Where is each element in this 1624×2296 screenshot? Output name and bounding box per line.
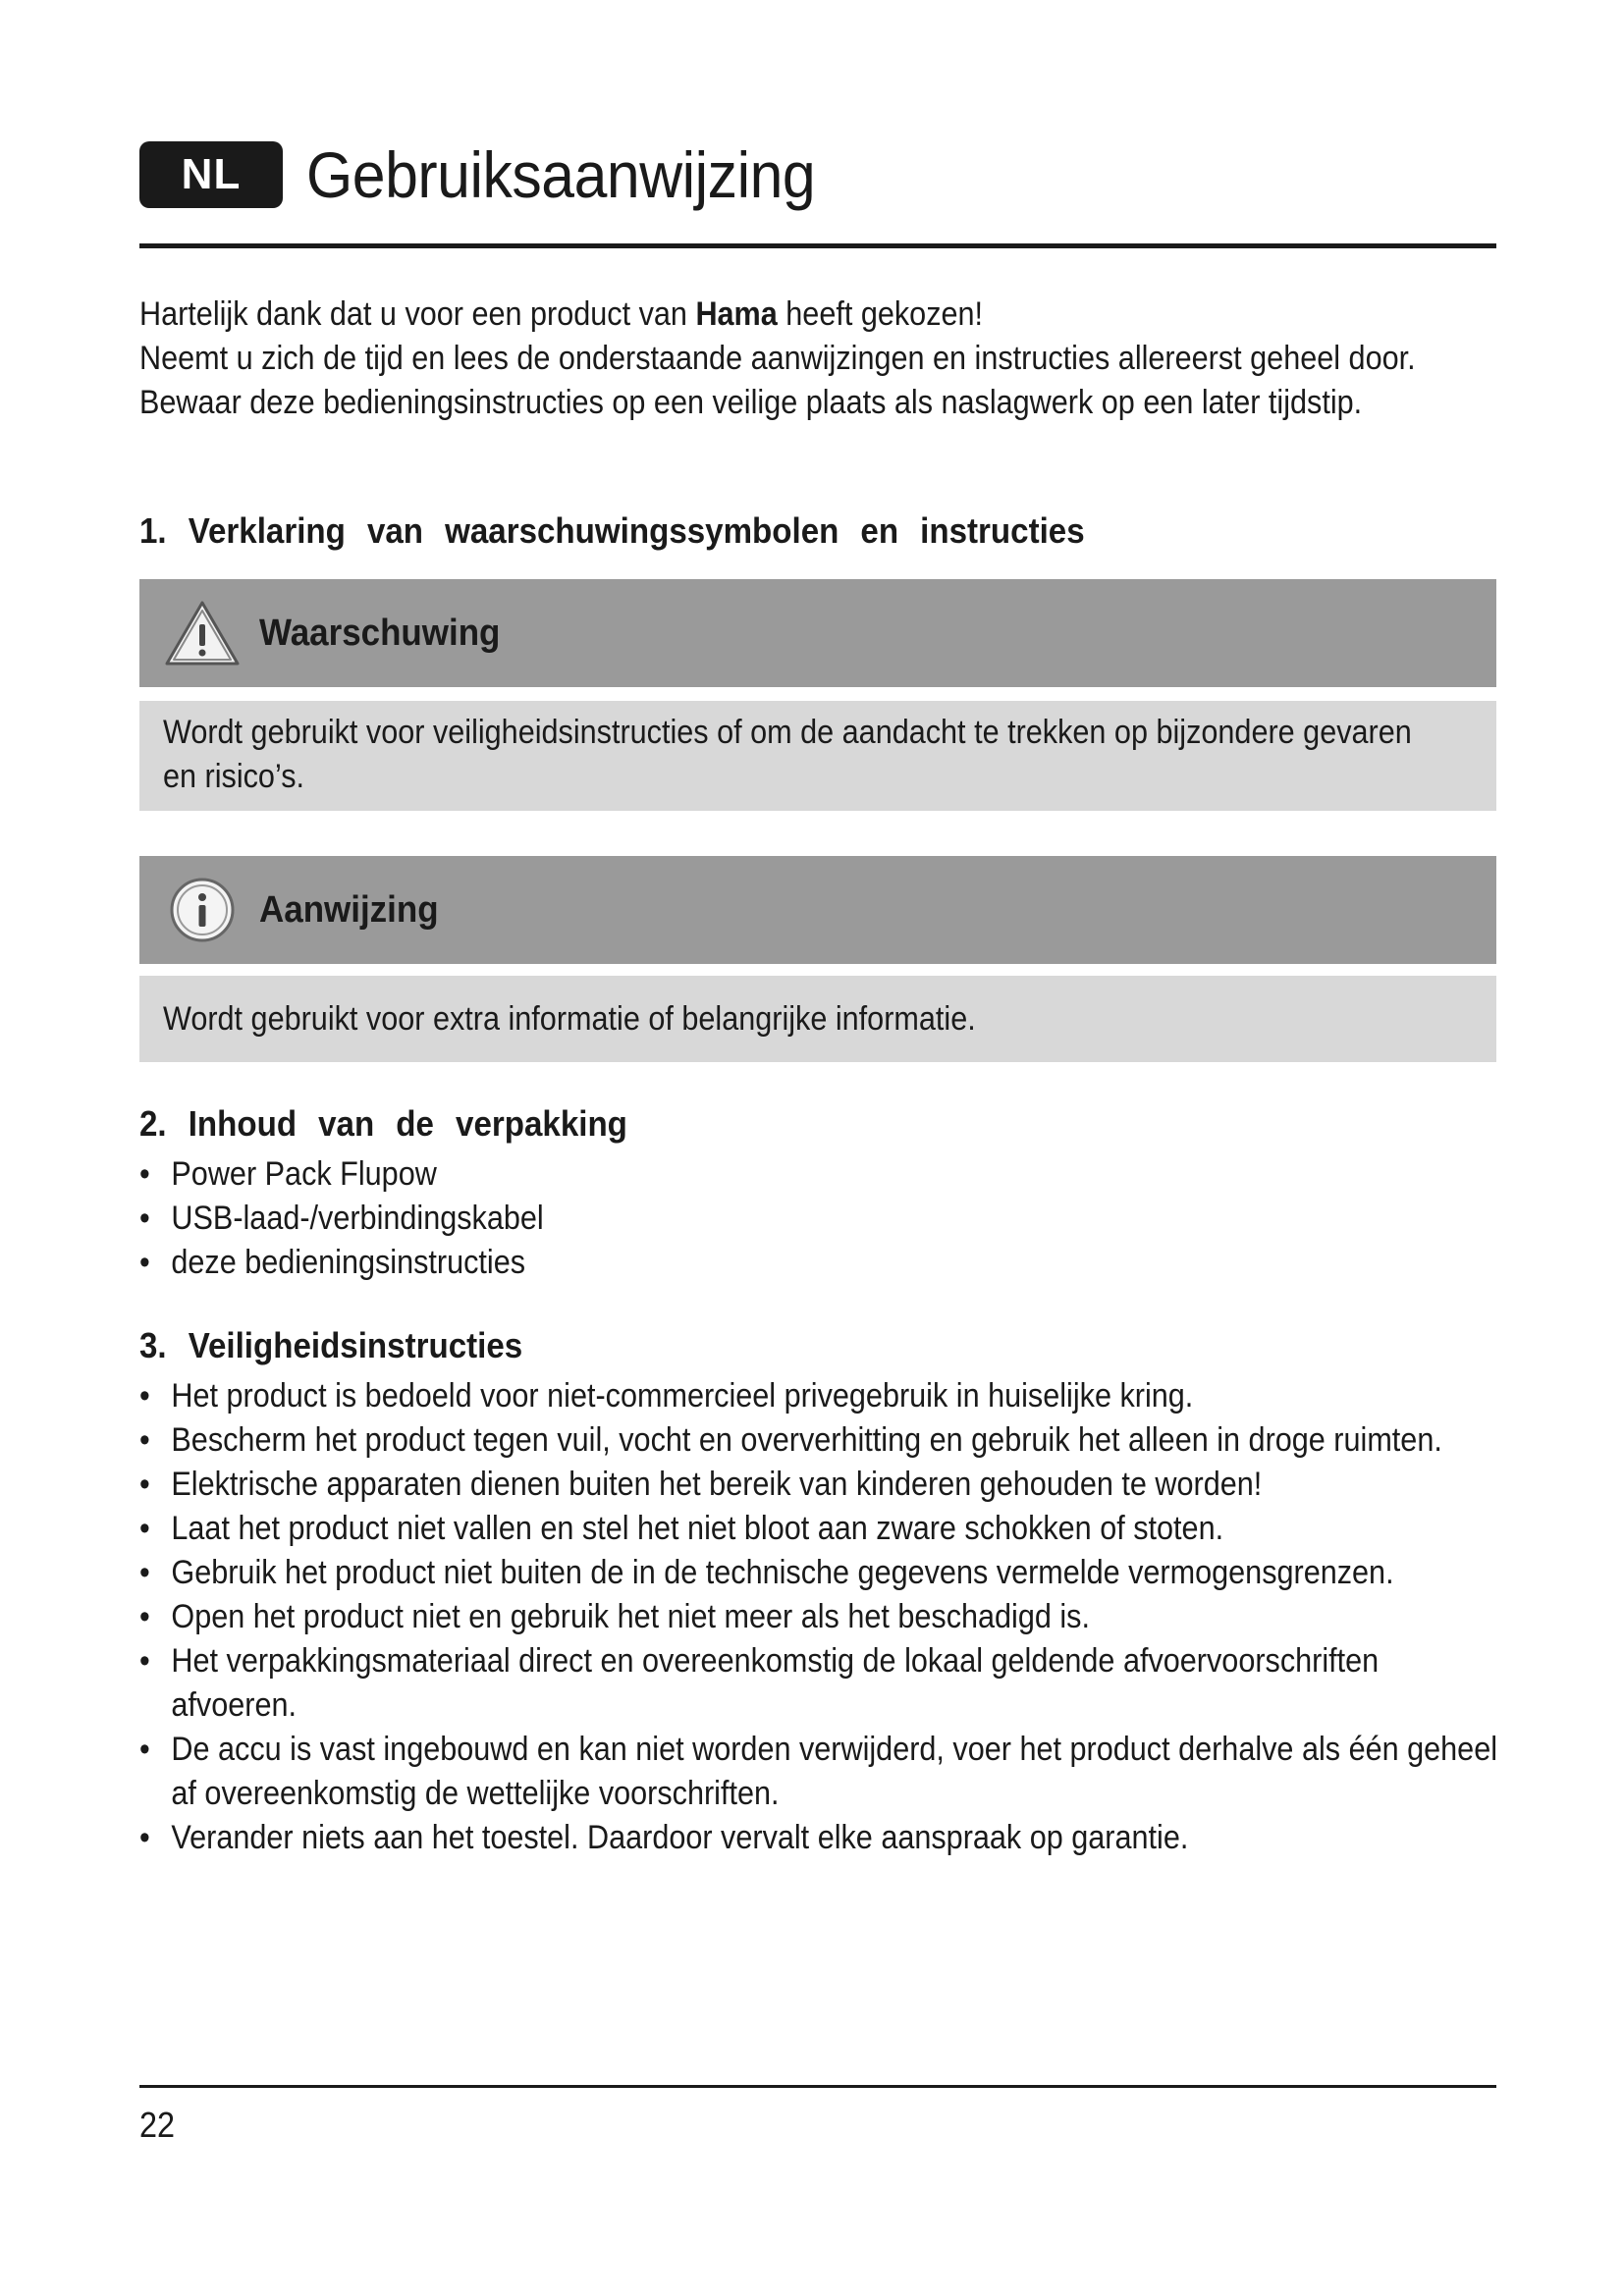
intro-text <box>139 293 1465 425</box>
list-item: • Bescherm het product tegen vuil, vocht en oververhitting en gebruik het alleen in droge ruimten. <box>139 1418 1500 1463</box>
list-item: • Het product is bedoeld voor niet-commercieel privegebruik in huiselijke kring. <box>139 1374 1500 1418</box>
intro-line-1 <box>139 293 1465 337</box>
safety-instructions-list <box>139 1374 1500 1860</box>
section-2-heading: 2. Inhoud van de verpakking <box>139 1103 627 1144</box>
section-1-heading: 1. Verklaring van waarschuwingssymbolen en instructies <box>139 510 1085 551</box>
brand-name: Hama <box>695 295 778 333</box>
warning-triangle-icon <box>163 594 242 672</box>
warning-label: Waarschuwing <box>259 612 501 654</box>
page-header <box>139 135 859 214</box>
warning-description: Wordt gebruikt voor veiligheidsinstructies of om de aandacht te trekken op bijzondere gevaren en risico’s. <box>163 714 1412 795</box>
package-contents-list <box>139 1152 1447 1285</box>
intro-thanks-end: heeft gekozen! <box>777 295 984 333</box>
info-circle-icon <box>163 871 242 949</box>
section-3-heading: 3. Veiligheidsinstructies <box>139 1325 523 1365</box>
intro-thanks-text: Hartelijk dank dat u voor een product van <box>139 295 696 333</box>
warning-box-body <box>139 701 1496 811</box>
note-label: Aanwijzing <box>259 888 439 931</box>
note-description: Wordt gebruikt voor extra informatie of belangrijke informatie. <box>163 999 976 1038</box>
header-divider <box>139 243 1496 248</box>
list-item: • deze bedieningsinstructies <box>139 1241 1447 1285</box>
list-item: • Gebruik het product niet buiten de in de technische gegevens vermelde vermogensgrenzen. <box>139 1551 1500 1595</box>
page-title: Gebruiksaanwijzing <box>306 138 816 211</box>
footer-divider <box>139 2085 1496 2088</box>
language-badge: NL <box>139 141 283 208</box>
warning-box-header <box>139 579 1496 687</box>
list-item: • Open het product niet en gebruik het niet meer als het beschadigd is. <box>139 1595 1500 1639</box>
note-box-header <box>139 856 1496 964</box>
list-item: • Het verpakkingsmateriaal direct en overeenkomstig de lokaal geldende afvoervoorschriften afvoeren. <box>139 1639 1500 1728</box>
list-item: • Power Pack Flupow <box>139 1152 1447 1197</box>
list-item: • USB-laad-/verbindingskabel <box>139 1197 1447 1241</box>
list-item: • Verander niets aan het toestel. Daardoor vervalt elke aanspraak op garantie. <box>139 1816 1500 1860</box>
note-box-body <box>139 976 1496 1062</box>
page-number: 22 <box>139 2105 176 2145</box>
list-item: • Elektrische apparaten dienen buiten het bereik van kinderen gehouden te worden! <box>139 1463 1500 1507</box>
list-item: • Laat het product niet vallen en stel het niet bloot aan zware schokken of stoten. <box>139 1507 1500 1551</box>
intro-paragraph-2: Neemt u zich de tijd en lees de onderstaande aanwijzingen en instructies allereerst geheel door. Bewaar deze bedieningsinstructies op een veilige plaats als naslagwerk op een later tijdstip. <box>139 340 1416 421</box>
list-item: • De accu is vast ingebouwd en kan niet worden verwijderd, voer het product derhalve als één geheel af overeenkomstig de wettelijke voorschriften. <box>139 1728 1500 1816</box>
